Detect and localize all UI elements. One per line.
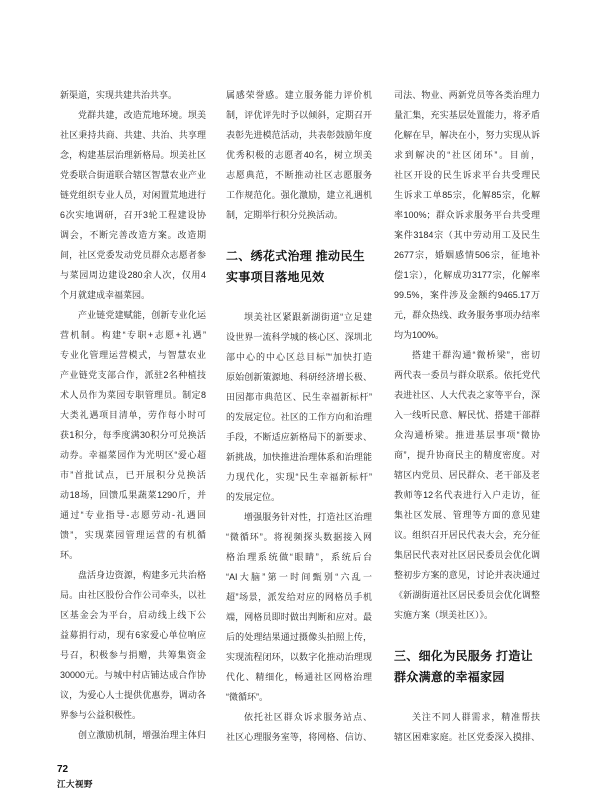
text-line: 率100%；群众诉求服务平台共受理 <box>394 210 540 220</box>
text-line: 动券。幸福菜园作为光明区“爱心超 <box>60 450 206 460</box>
text-line: 创立激励机制，增强治理主体归 <box>78 730 206 740</box>
text-line: 区基金会为平台，启动线上线下公 <box>60 610 206 620</box>
text-line: 新渠道，实现共建共治共享。 <box>60 90 178 100</box>
text-line: 量汇集，充实基层处置能力，将矛盾 <box>394 110 540 120</box>
text-line: 入一线听民意、解民忧、搭建干部群 <box>394 410 540 420</box>
section-heading-line: 二、绣花式治理 推动民生 <box>226 249 365 263</box>
text-line: “微循环”。将视频探头数据接入网 <box>226 532 372 542</box>
text-line: 《新湖街道社区居民委员会优化调整 <box>394 590 540 600</box>
text-line: 2677宗，婚姻感情506宗，征地补 <box>394 250 540 260</box>
text-line: 搭建干群沟通“微桥梁”，密切 <box>412 350 540 360</box>
text-line: “微循环”。 <box>226 692 268 702</box>
paragraph <box>226 307 372 507</box>
text-line: 益募捐行动，现有6家爱心单位响应 <box>60 630 206 640</box>
text-line: 辖区内党员、居民群众、老干部及老 <box>394 470 540 480</box>
text-line: 生诉求工单85宗，化解85宗，化解 <box>394 190 540 200</box>
text-line: 集居民代表对社区居民委员会优化调 <box>394 550 540 560</box>
section-heading-line: 三、细化为民服务 打造让 <box>394 649 533 663</box>
paragraph <box>60 725 206 745</box>
text-line: 社区秉持共商、共建、共治、共享理 <box>60 130 206 140</box>
text-line: 部中心的中心区总目标”“加快打造 <box>226 352 372 362</box>
text-line: 增强服务针对性，打造社区治理 <box>244 512 372 522</box>
text-line: 术人员作为菜园专职管理员。制定8 <box>60 390 206 400</box>
text-line: 众沟通桥梁。推进基层事项“微协 <box>394 430 540 440</box>
text-line: 社区心理服务室等，将网格、信访、 <box>226 732 372 742</box>
text-line: 产业链党支部合作，派驻2名种植技 <box>60 370 206 380</box>
text-line: 号召，积极参与捐赠，共筹集资金 <box>60 650 206 660</box>
text-line: 党群共建，改造荒地环境。坝美 <box>78 110 206 120</box>
text-line: 司法、物业、两新党员等各类治理力 <box>394 90 540 100</box>
text-line: 关注不同人群需求，精准帮扶 <box>412 712 540 722</box>
text-line: 馈”，实现菜园管理运营的有机循 <box>60 530 206 540</box>
text-line: 教师等12名代表进行入户走访，征 <box>394 490 540 500</box>
text-line: 化解在早，解决在小，努力实现从诉 <box>394 130 540 140</box>
text-line: 99.5%，案件涉及金额约9465.17万 <box>394 290 540 300</box>
page-number: 72 <box>57 764 69 775</box>
text-line: 集社区发展、管理等方面的意见建 <box>394 510 540 520</box>
text-line: 局。由社区股份合作公司牵头，以社 <box>60 590 206 600</box>
text-line: 营机制。构建“专职+志愿+礼遇” <box>60 330 206 340</box>
text-line: 工作规范化。强化激励，建立礼遇机 <box>226 190 372 200</box>
text-column-1 <box>60 85 206 745</box>
text-line: 议，为爱心人士提供优惠券，调动各 <box>60 690 206 700</box>
section-heading-line: 实事项目落地见效 <box>226 270 325 284</box>
text-line: 偿1宗），化解成功3177宗，化解率 <box>394 270 540 280</box>
text-line: 制，评优评先时予以倾斜，定期召开 <box>226 110 372 120</box>
text-line: 商”，提升协商民主的精度密度。对 <box>394 450 540 460</box>
text-line: 界参与公益积极性。 <box>60 710 142 720</box>
text-line: 念，构建基层治理新格局。坝美社区 <box>60 150 206 160</box>
paragraph <box>60 305 206 565</box>
text-line: 30000元。与城中村店铺达成合作协 <box>60 670 206 680</box>
text-line: 优秀积极的志愿者40名，树立坝美 <box>226 150 372 160</box>
text-line: 6次实地调研，召开3轮工程建设协 <box>60 210 206 220</box>
text-column-3 <box>394 85 540 747</box>
paragraph <box>226 707 372 747</box>
text-line: 与菜园周边建设280余人次，仅用4 <box>60 270 206 280</box>
text-line: 志愿典范，不断推动社区志愿服务 <box>226 170 372 180</box>
text-line: 田园都市典范区、民生幸福新标杆” <box>226 392 372 402</box>
text-column-2 <box>226 85 372 747</box>
text-line: 力现代化，实现“民生幸福新标杆” <box>226 472 372 482</box>
paragraph <box>60 85 206 105</box>
text-line: 原始创新策源地、科研经济增长极、 <box>226 372 372 382</box>
text-line: 实现流程闭环，以数字化推动治理现 <box>226 652 372 662</box>
text-line: 表彰先进模范活动，共表彰鼓励年度 <box>226 130 372 140</box>
text-line: 均为100%。 <box>394 330 445 340</box>
section-heading <box>226 246 372 288</box>
text-line: 案件3184宗（其中劳动用工及民生 <box>394 230 540 240</box>
paragraph <box>60 105 206 305</box>
text-line: 格治理系统做“眼睛”，系统后台 <box>226 552 372 562</box>
text-line: 产业链党建赋能，创新专业化运 <box>78 310 206 320</box>
text-line: 的发展定位。 <box>226 492 281 502</box>
text-line: 依托社区群众诉求服务站点、 <box>244 712 372 722</box>
text-line: 议。组织召开居民代表大会，充分征 <box>394 530 540 540</box>
text-line: 代化、精细化，畅通社区网格治理 <box>226 672 372 682</box>
paragraph <box>60 565 206 725</box>
text-line: 辖区困难家庭。社区党委深入摸排、 <box>394 732 540 742</box>
text-line: 市”首批试点，已开展积分兑换活 <box>60 470 206 480</box>
text-line: 表进社区、人大代表之家等平台，深 <box>394 390 540 400</box>
text-line: 间，社区党委发动党员群众志愿者参 <box>60 250 206 260</box>
text-line: 社区开设的民生诉求平台共受理民 <box>394 170 540 180</box>
paragraph <box>226 85 372 225</box>
text-line: 制，定期举行积分兑换活动。 <box>226 210 344 220</box>
text-line: 属感荣誉感。建立服务能力评价机 <box>226 90 372 100</box>
text-line: 后的处理结果通过摄像头拍照上传， <box>226 632 372 642</box>
text-line: 坝美社区紧跟新湖街道“立足建 <box>244 312 372 322</box>
text-line: 通过“专业指导-志愿劳动-礼遇回 <box>60 510 206 520</box>
text-line: 个月就建成幸福菜园。 <box>60 290 151 300</box>
paragraph <box>394 345 540 625</box>
text-line: 求到解决的“社区闭环”。目前， <box>394 150 540 160</box>
paragraph <box>394 85 540 345</box>
text-line: 两代表一委员与群众联系。依托党代 <box>394 370 540 380</box>
text-line: 设世界一流科学城的核心区、深圳北 <box>226 332 372 342</box>
text-line: 获1积分，每季度满30积分可兑换活 <box>60 430 206 440</box>
text-line: 专业化管理运营模式，与智慧农业 <box>60 350 206 360</box>
text-line: 盘活身边资源，构建多元共治格 <box>78 570 206 580</box>
text-line: 党委联合街道联合辖区智慧农业产业 <box>60 170 206 180</box>
text-line: 手段，不断适应新格局下的新要求、 <box>226 432 372 442</box>
text-line: “AI大脑”第一时间甄别“六乱一 <box>226 572 372 582</box>
text-line: 大类礼遇项目清单，劳作每小时可 <box>60 410 206 420</box>
text-line: 端，网格员即时做出判断和应对。最 <box>226 612 372 622</box>
text-line: 环。 <box>60 550 79 560</box>
text-line: 超”场景，派发给对应的网格员手机 <box>226 592 372 602</box>
text-line: 链党组织专业人员，对闲置荒地进行 <box>60 190 206 200</box>
text-line: 动18场，回馈瓜果蔬菜1290斤，并 <box>60 490 206 500</box>
section-heading-line: 群众满意的幸福家园 <box>394 670 505 684</box>
text-line: 实施方案（坝美社区）》。 <box>394 610 494 620</box>
text-line: 新挑战，加快推进治理体系和治理能 <box>226 452 372 462</box>
text-line: 元，群众热线、政务服务事项办结率 <box>394 310 540 320</box>
text-line: 调会，不断完善改造方案。改造期 <box>60 230 206 240</box>
magazine-logo: 江大视野 <box>57 779 94 789</box>
paragraph <box>226 507 372 707</box>
text-line: 的发展定位。社区的工作方向和治理 <box>226 412 372 422</box>
text-line: 整初步方案的意见，讨论并表决通过 <box>394 570 540 580</box>
paragraph <box>394 707 540 747</box>
section-heading <box>394 646 540 688</box>
